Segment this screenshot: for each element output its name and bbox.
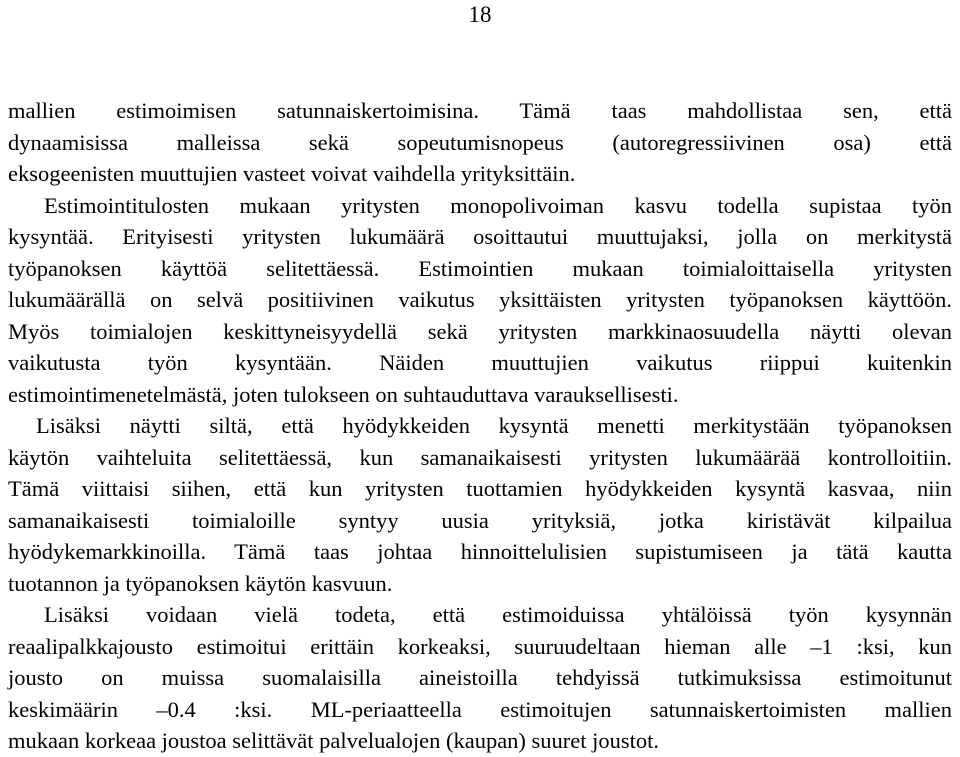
text-line: lukumäärällä on selvä positiivinen vaikutus yksittäisten yritysten työpanoksen käyttöön. [8, 287, 952, 312]
text-line: mallien estimoimisen satunnaiskertoimisina. Tämä taas mahdollistaa sen, että [8, 98, 952, 123]
text-line: vaikutusta työn kysyntään. Näiden muuttujien vaikutus riippui kuitenkin [8, 350, 952, 375]
body-text [8, 95, 952, 757]
page-number: 18 [468, 2, 492, 27]
text-line: Lisäksi voidaan vielä todeta, että estimoiduissa yhtälöissä työn kysynnän [44, 602, 952, 627]
text-line: hyödykemarkkinoilla. Tämä taas johtaa hinnoittelulisien supistumiseen ja tätä kautta [8, 539, 952, 564]
text-line: Estimointitulosten mukaan yritysten monopolivoiman kasvu todella supistaa työn [44, 192, 952, 218]
text-line: eksogeenisten muuttujien vasteet voivat vaihdella yrityksittäin. [8, 161, 576, 186]
text-line: mukaan korkeaa joustoa selittävät palvelualojen (kaupan) suuret joustot. [8, 728, 660, 753]
text-line: käytön vaihteluita selitettäessä, kun samanaikaisesti yritysten lukumäärää kontrolloitiin. [8, 444, 952, 470]
text-line: Tämä viittaisi siihen, että kun yritysten tuottamien hyödykkeiden kysyntä kasvaa, niin [8, 476, 952, 501]
text-line: Myös toimialojen keskittyneisyydellä sekä yritysten markkinaosuudella näytti olevan [8, 318, 952, 344]
text-line: reaalipalkkajousto estimoitui erittäin korkeaksi, suuruudeltaan hieman alle –1 :ksi, kun [8, 633, 952, 659]
text-line: dynaamisissa malleissa sekä sopeutumisnopeus (autoregressiivinen osa) että [8, 129, 952, 155]
text-line: keskimäärin –0.4 :ksi. ML-periaatteella estimoitujen satunnaiskertoimisten mallien [8, 696, 952, 722]
text-line: jousto on muissa suomalaisilla aineistoilla tehdyissä tutkimuksissa estimoitunut [8, 665, 952, 690]
text-line: estimointimenetelmästä, joten tulokseen on suhtauduttava varauksellisesti. [8, 381, 679, 407]
text-line: samanaikaisesti toimialoille syntyy uusia yrityksiä, jotka kiristävät kilpailua [8, 507, 952, 533]
text-line: työpanoksen käyttöä selitettäessä. Estimointien mukaan toimialoittaisella yritysten [8, 255, 952, 281]
text-line: Lisäksi näytti siltä, että hyödykkeiden kysyntä menetti merkitystään työpanoksen [36, 413, 952, 438]
text-line: kysyntää. Erityisesti yritysten lukumäärä osoittautui muuttujaksi, jolla on merkitystä [8, 224, 952, 249]
text-line: tuotannon ja työpanoksen käytön kasvuun. [8, 570, 393, 596]
